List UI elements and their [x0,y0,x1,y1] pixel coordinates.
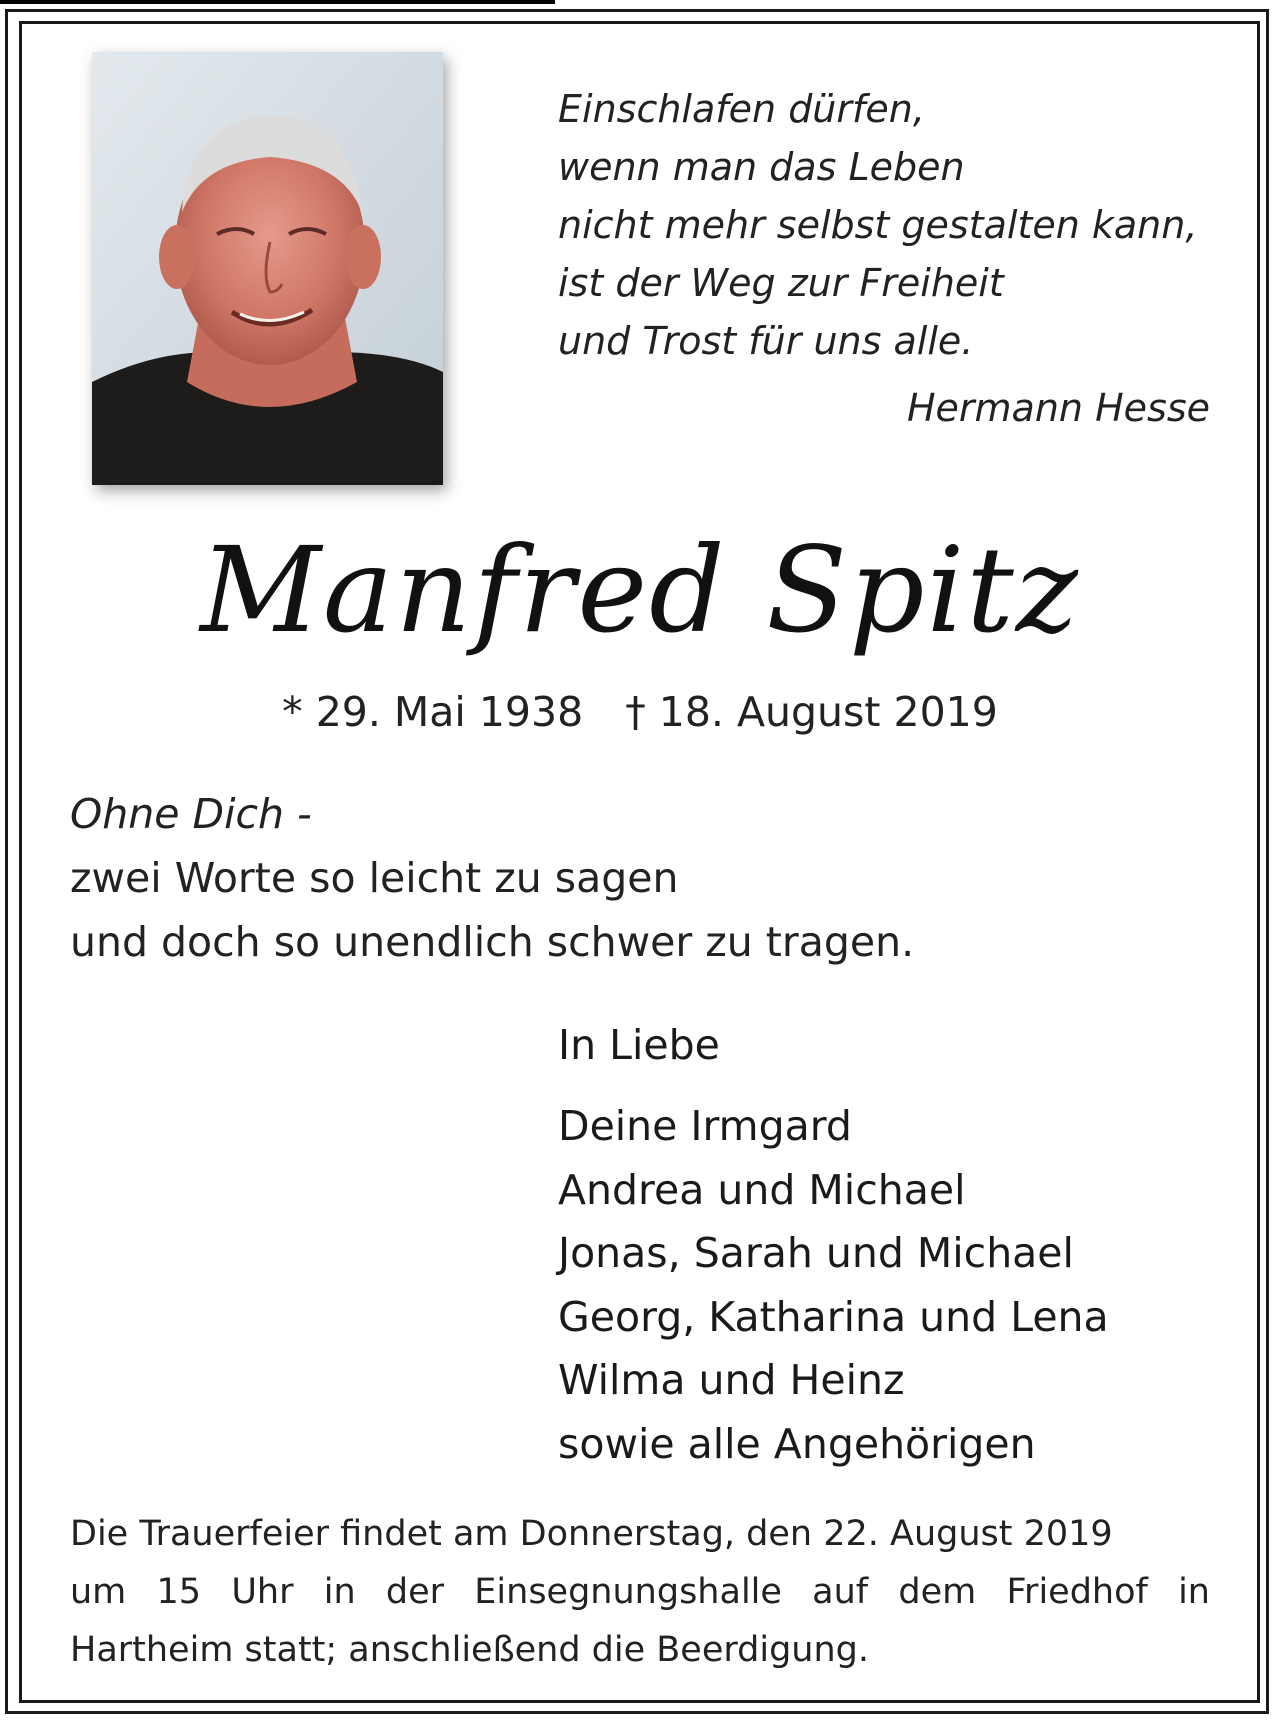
quote-line: nicht mehr selbst gestalten kann, [558,203,1198,247]
quote-author: Hermann Hesse [906,386,1210,430]
mourner-entry: Jonas, Sarah und Michael [558,1229,1074,1277]
verse-line: zwei Worte so leicht zu sagen [70,854,679,902]
notice-line: Die Trauerfeier findet am Donnerstag, den 22. August 2019 [70,1514,1113,1554]
verse-line: und doch so unendlich schwer zu tragen. [70,918,915,966]
quote-line: Einschlafen dürfen, [558,87,925,131]
verse-line: Ohne Dich - [70,790,312,838]
deceased-name: Manfred Spitz [200,521,1080,659]
mourners-list [558,1095,1109,1476]
notice-line: um 15 Uhr in der Einsegnungshalle auf dem Friedhof in [70,1572,1210,1612]
mourner-entry: Andrea und Michael [558,1165,966,1214]
life-dates [0,682,1280,742]
portrait-photo [92,52,443,485]
mourning-verse [70,782,914,974]
quote-line: wenn man das Leben [558,145,965,189]
mourner-entry: sowie alle Angehörigen [558,1419,1036,1468]
mourner-entry: Georg, Katharina und Lena [558,1292,1109,1341]
top-edge-strip [0,0,555,4]
mourner-entry: Deine Irmgard [558,1102,852,1150]
closing-phrase: In Liebe [558,1021,720,1069]
poem-quote [558,80,1218,370]
quote-line: ist der Weg zur Freiheit [558,261,1004,305]
notice-line: Hartheim statt; anschließend die Beerdigung. [70,1630,870,1670]
death-date: † 18. August 2019 [625,688,998,736]
quote-line: und Trost für uns alle. [558,319,974,363]
birth-date: * 29. Mai 1938 [282,688,584,736]
portrait-illustration [92,52,443,485]
mourner-entry: Wilma und Heinz [558,1356,905,1404]
funeral-notice [70,1505,1210,1679]
